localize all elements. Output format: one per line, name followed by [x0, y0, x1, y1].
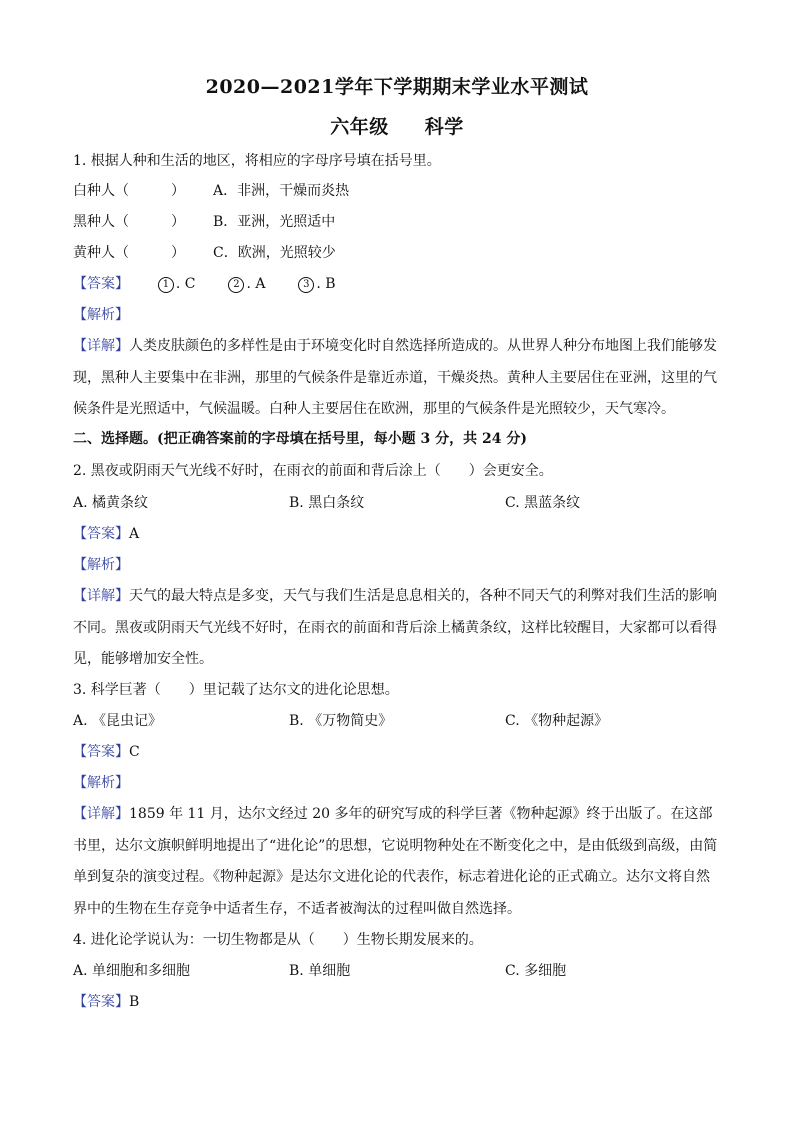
q4-option-c: C. 多细胞: [505, 963, 567, 979]
q3-analysis-tag: 【解析】: [73, 775, 129, 791]
q1-row-3-left: 黄种人（ ）: [73, 245, 185, 261]
q2-answer: 【答案】A: [73, 526, 140, 542]
q2-stem: 2. 黑夜或阴雨天气光线不好时，在雨衣的前面和背后涂上（ ）会更安全。: [73, 463, 553, 479]
q4-stem: 4. 进化论学说认为：一切生物都是从（ ）生物长期发展来的。: [73, 932, 483, 948]
q1-detail: 【详解】人类皮肤颜色的多样性是由于环境变化时自然选择所造成的。从世界人种分布地图上我们能够发现，黑种人主要集中在非洲，那里的气候条件是靠近赤道，干燥炎热。黄种人主要居住在亚洲，这里的气候条件是光照适中，气候温暖。白种人主要居住在欧洲，那里的气候条件是光照较少，天气寒冷。: [73, 338, 717, 417]
q3-option-b: B. 《万物简史》: [289, 713, 393, 729]
q2-option-a: A. 橘黄条纹: [73, 495, 149, 511]
q3-detail: 【详解】1859 年 11 月，达尔文经过 20 多年的研究写成的科学巨著《物种起源》终于出版了。在这部书里，达尔文旗帜鲜明地提出了“进化论”的思想，它说明物种处在不断变化之中，是由低级到高级，由简单到复杂的演变过程。《物种起源》是达尔文进化论的代表作，标志着进化论的正式确立。达尔文将自然界中的生物在生存竞争中适者生存，不适者被淘汰的过程叫做自然选择。: [73, 806, 718, 917]
q1-row-2-right: B．亚洲，光照适中: [213, 214, 336, 230]
subject-label: 科学: [424, 116, 464, 138]
q2-analysis-tag: 【解析】: [73, 557, 129, 573]
q3-option-c: C. 《物种起源》: [505, 713, 609, 729]
page-subtitle: [0, 112, 794, 139]
section2-heading: 二、选择题。(把正确答案前的字母填在括号里，每小题 3 分，共 24 分): [73, 431, 527, 447]
q1-row-1-left: 白种人（ ）: [73, 183, 185, 199]
q2-detail: 【详解】天气的最大特点是多变，天气与我们生活是息息相关的，各种不同天气的利弊对我们生活的影响不同。黑夜或阴雨天气光线不好时，在雨衣的前面和背后涂上橘黄条纹，这样比较醒目，大家都可以看得见，能够增加安全性。: [73, 588, 717, 667]
q4-option-a: A. 单细胞和多细胞: [73, 963, 191, 979]
q1-row-3-right: C．欧洲，光照较少: [213, 245, 336, 261]
q2-option-b: B. 黑白条纹: [289, 495, 365, 511]
q4-answer: 【答案】B: [73, 994, 140, 1010]
q1-stem: 1. 根据人种和生活的地区，将相应的字母序号填在括号里。: [73, 153, 441, 169]
q1-answer: [73, 274, 336, 294]
answer-item-3: 3 . B: [298, 276, 335, 292]
answer-tag: 【答案】: [73, 276, 129, 292]
q1-analysis-tag: 【解析】: [73, 307, 129, 323]
q3-option-a: A. 《昆虫记》: [73, 713, 163, 729]
q4-option-b: B. 单细胞: [289, 963, 351, 979]
page-title: 2020—2021学年下学期期末学业水平测试: [205, 76, 589, 98]
q1-row-2-left: 黑种人（ ）: [73, 214, 185, 230]
q1-row-1-right: A．非洲，干燥而炎热: [213, 183, 350, 199]
answer-item-1: 1 . C: [158, 276, 196, 292]
q3-answer: 【答案】C: [73, 744, 140, 760]
grade-label: 六年级: [330, 116, 389, 138]
q3-stem: 3. 科学巨著（ ）里记载了达尔文的进化论思想。: [73, 682, 399, 698]
answer-item-2: 2 . A: [228, 276, 265, 292]
q2-option-c: C. 黑蓝条纹: [505, 495, 581, 511]
